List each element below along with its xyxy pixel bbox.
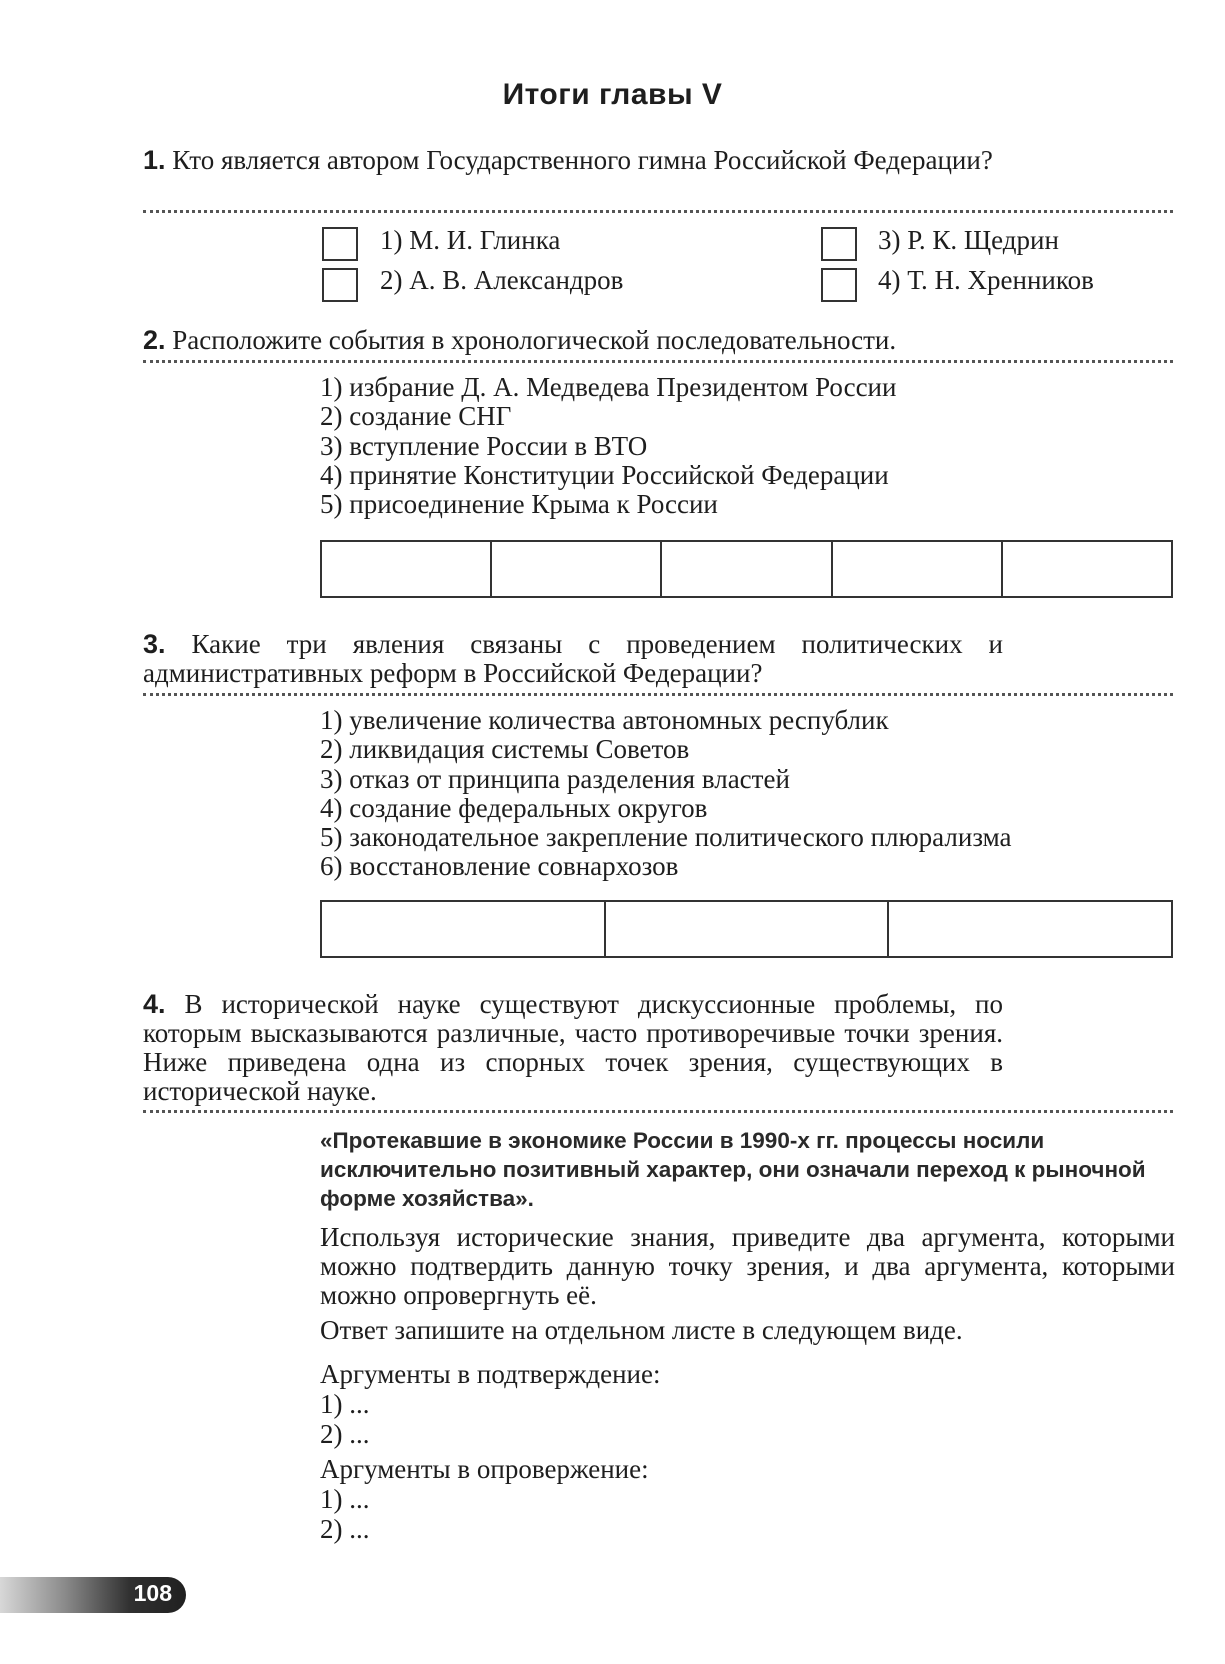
answer-format-note: Ответ запишите на отдельном листе в следующем виде. bbox=[320, 1315, 963, 1345]
answer-cell[interactable] bbox=[490, 542, 660, 596]
refute-argument-2: 2) ... bbox=[320, 1514, 370, 1544]
answer-cell[interactable] bbox=[1001, 542, 1171, 596]
question-1 bbox=[143, 146, 1003, 175]
list-item: 4) создание федеральных округов bbox=[320, 792, 708, 823]
list-item: 1) избрание Д. А. Медведева Президентом России bbox=[320, 372, 897, 402]
page-number: 108 bbox=[133, 1580, 172, 1606]
question-3-number: 3. bbox=[143, 629, 166, 659]
task-instruction: Используя исторические знания, приведите два аргумента, которыми можно подтвердить данную точку зрения, и два аргумента, которыми можно опровергнуть её. bbox=[320, 1222, 1175, 1310]
question-2-number: 2. bbox=[143, 325, 166, 355]
list-item: 3) вступление России в ВТО bbox=[320, 430, 648, 461]
question-2-text: Расположите события в хронологической последовательности. bbox=[172, 325, 897, 355]
list-item: 2) создание СНГ bbox=[320, 401, 512, 432]
disputed-viewpoint-quote: «Протекавшие в экономике России в 1990-х гг. процессы носили исключительно позитивный характер, они означали переход к рыночной форме хозяйства». bbox=[320, 1128, 1146, 1211]
option-4-label: 4) Т. Н. Хренников bbox=[878, 265, 1094, 295]
confirm-argument-2: 2) ... bbox=[320, 1419, 370, 1449]
confirm-arguments-label: Аргументы в подтверждение: bbox=[320, 1359, 661, 1389]
answer-dotted-line bbox=[143, 210, 1173, 213]
answer-checkbox-4[interactable] bbox=[821, 268, 857, 302]
page-number-tab bbox=[0, 1577, 186, 1613]
question-1-number: 1. bbox=[143, 145, 166, 175]
answer-checkbox-2[interactable] bbox=[322, 268, 358, 302]
option-2-label: 2) А. В. Александров bbox=[380, 265, 624, 295]
answer-cell[interactable] bbox=[322, 542, 490, 596]
list-item: 2) ликвидация системы Советов bbox=[320, 734, 690, 765]
question-4 bbox=[143, 990, 1003, 1106]
list-item: 5) законодательное закрепление политического плюрализма bbox=[320, 822, 1012, 853]
list-item: 5) присоединение Крыма к России bbox=[320, 489, 718, 520]
question-1-text: Кто является автором Государственного гимна Российской Федерации? bbox=[172, 145, 993, 175]
answer-dotted-line bbox=[143, 1110, 1173, 1113]
answer-checkbox-1[interactable] bbox=[322, 227, 358, 261]
question-3 bbox=[143, 630, 1003, 688]
choice-answer-grid bbox=[320, 900, 1173, 958]
answer-checkbox-3[interactable] bbox=[821, 227, 857, 261]
chapter-summary-title: Итоги главы V bbox=[502, 78, 723, 111]
question-3-text: Какие три явления связаны с проведением политических и административных реформ в Российской Федерации? bbox=[143, 629, 1003, 688]
question-2-list bbox=[320, 373, 1180, 519]
list-item: 3) отказ от принципа разделения властей bbox=[320, 763, 790, 794]
refute-arguments-label: Аргументы в опровержение: bbox=[320, 1454, 649, 1484]
answer-dotted-line bbox=[143, 693, 1173, 696]
answer-cell[interactable] bbox=[604, 902, 888, 956]
list-item: 6) восстановление совнархозов bbox=[320, 851, 679, 882]
sequence-answer-grid bbox=[320, 540, 1173, 598]
answer-cell[interactable] bbox=[660, 542, 830, 596]
confirm-argument-1: 1) ... bbox=[320, 1389, 370, 1419]
question-4-number: 4. bbox=[143, 989, 166, 1019]
question-3-list bbox=[320, 706, 1180, 882]
refute-argument-1: 1) ... bbox=[320, 1484, 370, 1514]
list-item: 1) увеличение количества автономных республик bbox=[320, 705, 889, 735]
question-4-text: В исторической науке существуют дискуссионные проблемы, по которым высказываются различные, часто противоречивые точки зрения. Ниже приведена одна из спорных точек зрения, существующих в исторической науке. bbox=[143, 989, 1003, 1106]
answer-cell[interactable] bbox=[831, 542, 1001, 596]
answer-dotted-line bbox=[143, 360, 1173, 363]
answer-cell[interactable] bbox=[322, 902, 604, 956]
answer-cell[interactable] bbox=[887, 902, 1171, 956]
question-2 bbox=[143, 326, 1003, 355]
option-3-label: 3) Р. К. Щедрин bbox=[878, 225, 1059, 255]
list-item: 4) принятие Конституции Российской Федерации bbox=[320, 459, 889, 490]
option-1-label: 1) М. И. Глинка bbox=[380, 225, 561, 255]
